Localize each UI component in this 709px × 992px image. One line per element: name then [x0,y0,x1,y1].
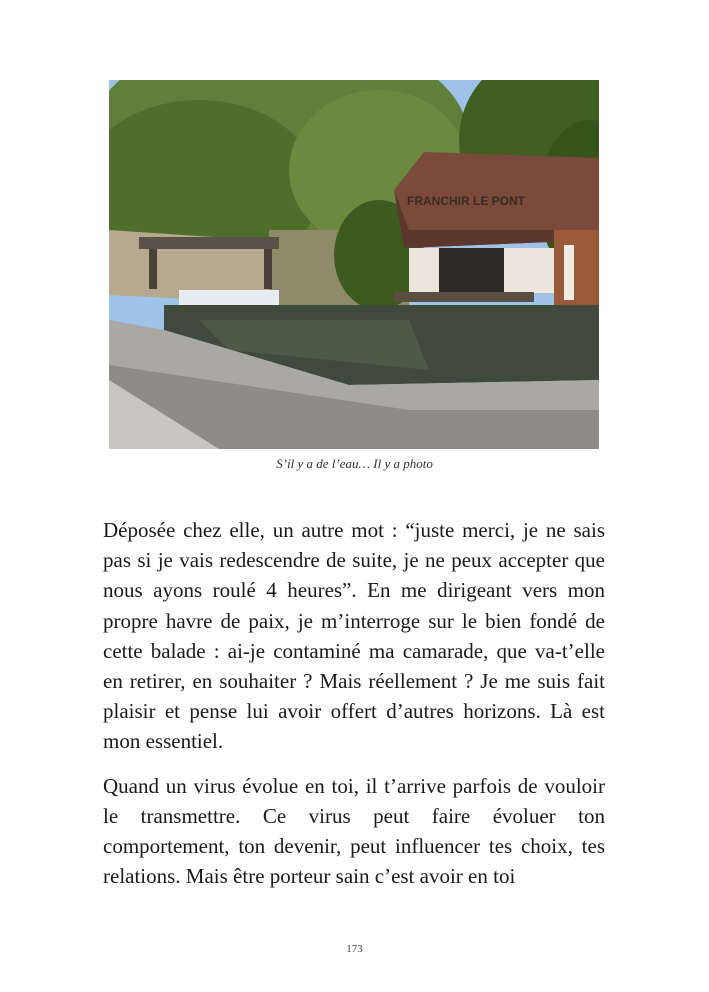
photo-caption: S’il y a de l’eau… Il y a photo [276,456,433,471]
photo-sign-text: FRANCHIR LE PONT [407,194,525,208]
paragraph-1: Déposée chez elle, un autre mot : “juste merci, je ne sais pas si je vais redescendre de suite, je ne peux accepter que nous ayons roulé 4 heures”. En me dirigeant vers mon propre havre de paix, je m’interroge sur le bien fondé de cette balade : ai-je contaminé ma camarade, que va-t’elle en retirer, en souhaiter ? Mais réellement ? Je me suis fait plaisir et pense lui avoir offert d’autres horizons. Là est mon essentiel. [103,518,605,754]
body-text [103,515,605,905]
page-number: 173 [346,943,363,955]
paragraph-2: Quand un virus évolue en toi, il t’arrive parfois de vouloir le transmettre. Ce virus peut faire évoluer ton comportement, ton devenir, peut influencer tes choix, tes relations. Mais être porteur sain c’est avoir en toi [103,773,605,889]
lavoir-photo [109,80,599,449]
